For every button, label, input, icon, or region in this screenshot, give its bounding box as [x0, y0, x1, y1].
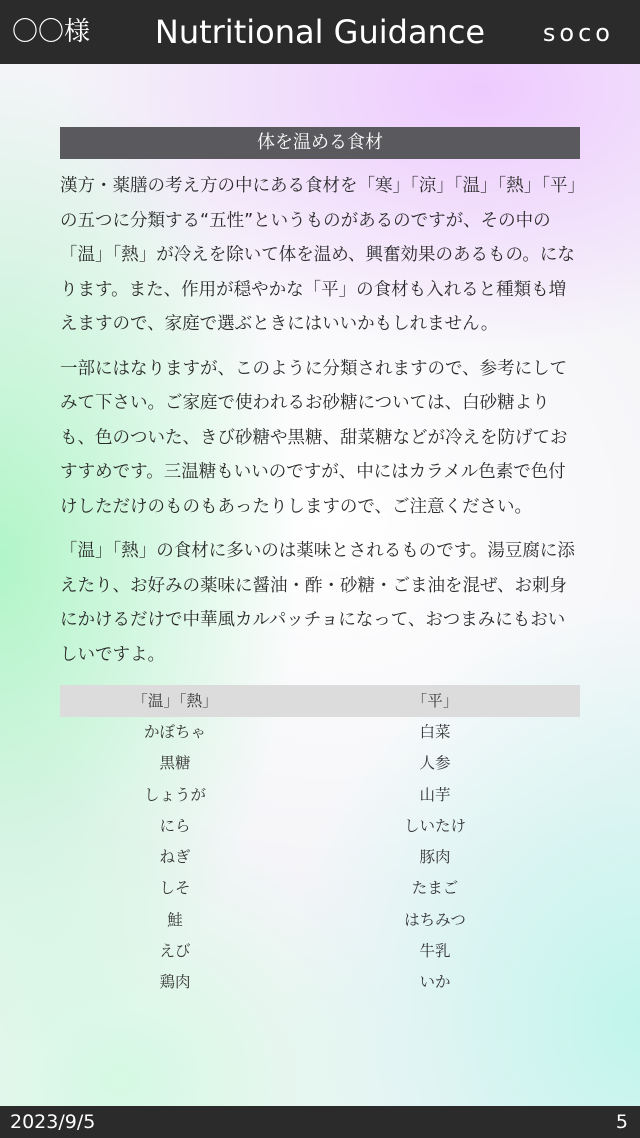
main-content: [60, 127, 580, 999]
page-title: Nutritional Guidance: [154, 13, 486, 51]
paragraph-condiments: 「温」「熱」の食材に多いのは薬味とされるものです。湯豆腐に添えたり、お好みの薬味に醤油・酢・砂糖・ごま油を混ぜ、お刺身にかけるだけで中華風カルパッチョになって、おつまみにもおいしいですよ。: [60, 541, 575, 665]
footer-bar: [0, 1106, 640, 1138]
table-cell-warm: 鮭: [167, 910, 183, 929]
table-cell-warm: にら: [159, 816, 191, 835]
brand-logo: soco: [542, 19, 614, 47]
table-row: [60, 811, 580, 842]
table-cell-neutral: いか: [419, 973, 451, 992]
table-cell-neutral: 白菜: [419, 723, 451, 741]
section-title: 体を温める食材: [60, 127, 580, 159]
header-bar: [0, 0, 640, 64]
table-row: [60, 748, 580, 779]
table-row: [60, 780, 580, 811]
table-cell-warm: 黒糖: [159, 754, 191, 773]
paragraph-sugar: 一部にはなりますが、このように分類されますので、参考にしてみて下さい。ご家庭で使われるお砂糖については、白砂糖よりも、色のついた、きび砂糖や黒糖、甜菜糖などが冷えを防げておすすめです。三温糖もいいのですが、中にはカラメル色素で色付けしただけのものもあったりしますので、ご注意ください。: [60, 358, 568, 517]
table-header-row: [60, 685, 580, 717]
table-cell-warm: しそ: [159, 879, 191, 898]
table-row: [60, 842, 580, 873]
table-cell-warm: かぼちゃ: [143, 723, 206, 741]
food-classification-table: [60, 685, 580, 999]
table-row: [60, 717, 580, 748]
table-cell-neutral: はちみつ: [404, 910, 466, 929]
table-cell-neutral: しいたけ: [403, 816, 466, 835]
table-cell-neutral: 人参: [419, 754, 451, 773]
footer-date: 2023/9/5: [10, 1111, 96, 1133]
table-cell-warm: 鶏肉: [159, 973, 191, 992]
user-name-label: 〇〇様: [12, 17, 91, 47]
table-header-neutral: 「平」: [290, 685, 580, 717]
table-header-warm-hot: 「温」「熱」: [60, 685, 290, 717]
table-cell-neutral: 山芋: [419, 785, 451, 804]
table-row: [60, 967, 580, 998]
table-row: [60, 905, 580, 936]
table-cell-neutral: たまご: [411, 879, 459, 898]
table-cell-warm: ねぎ: [159, 848, 191, 867]
table-row: [60, 873, 580, 904]
table-cell-neutral: 豚肉: [419, 848, 451, 867]
table-cell-neutral: 牛乳: [419, 942, 451, 961]
table-cell-warm: えび: [159, 942, 191, 961]
paragraph-intro: 漢方・薬膳の考え方の中にある食材を「寒」「涼」「温」「熱」「平」の五つに分類する“五性”というものがあるのですが、その中の「温」「熱」が冷えを除いて体を温め、興奮効果のあるもの。になります。また、作用が穏やかな「平」の食材も入れると種類も増えますので、家庭で選ぶときにはいいかもしれません。: [60, 176, 577, 334]
table-cell-warm: しょうが: [143, 785, 206, 804]
page-number: 5: [615, 1111, 628, 1133]
table-row: [60, 936, 580, 967]
